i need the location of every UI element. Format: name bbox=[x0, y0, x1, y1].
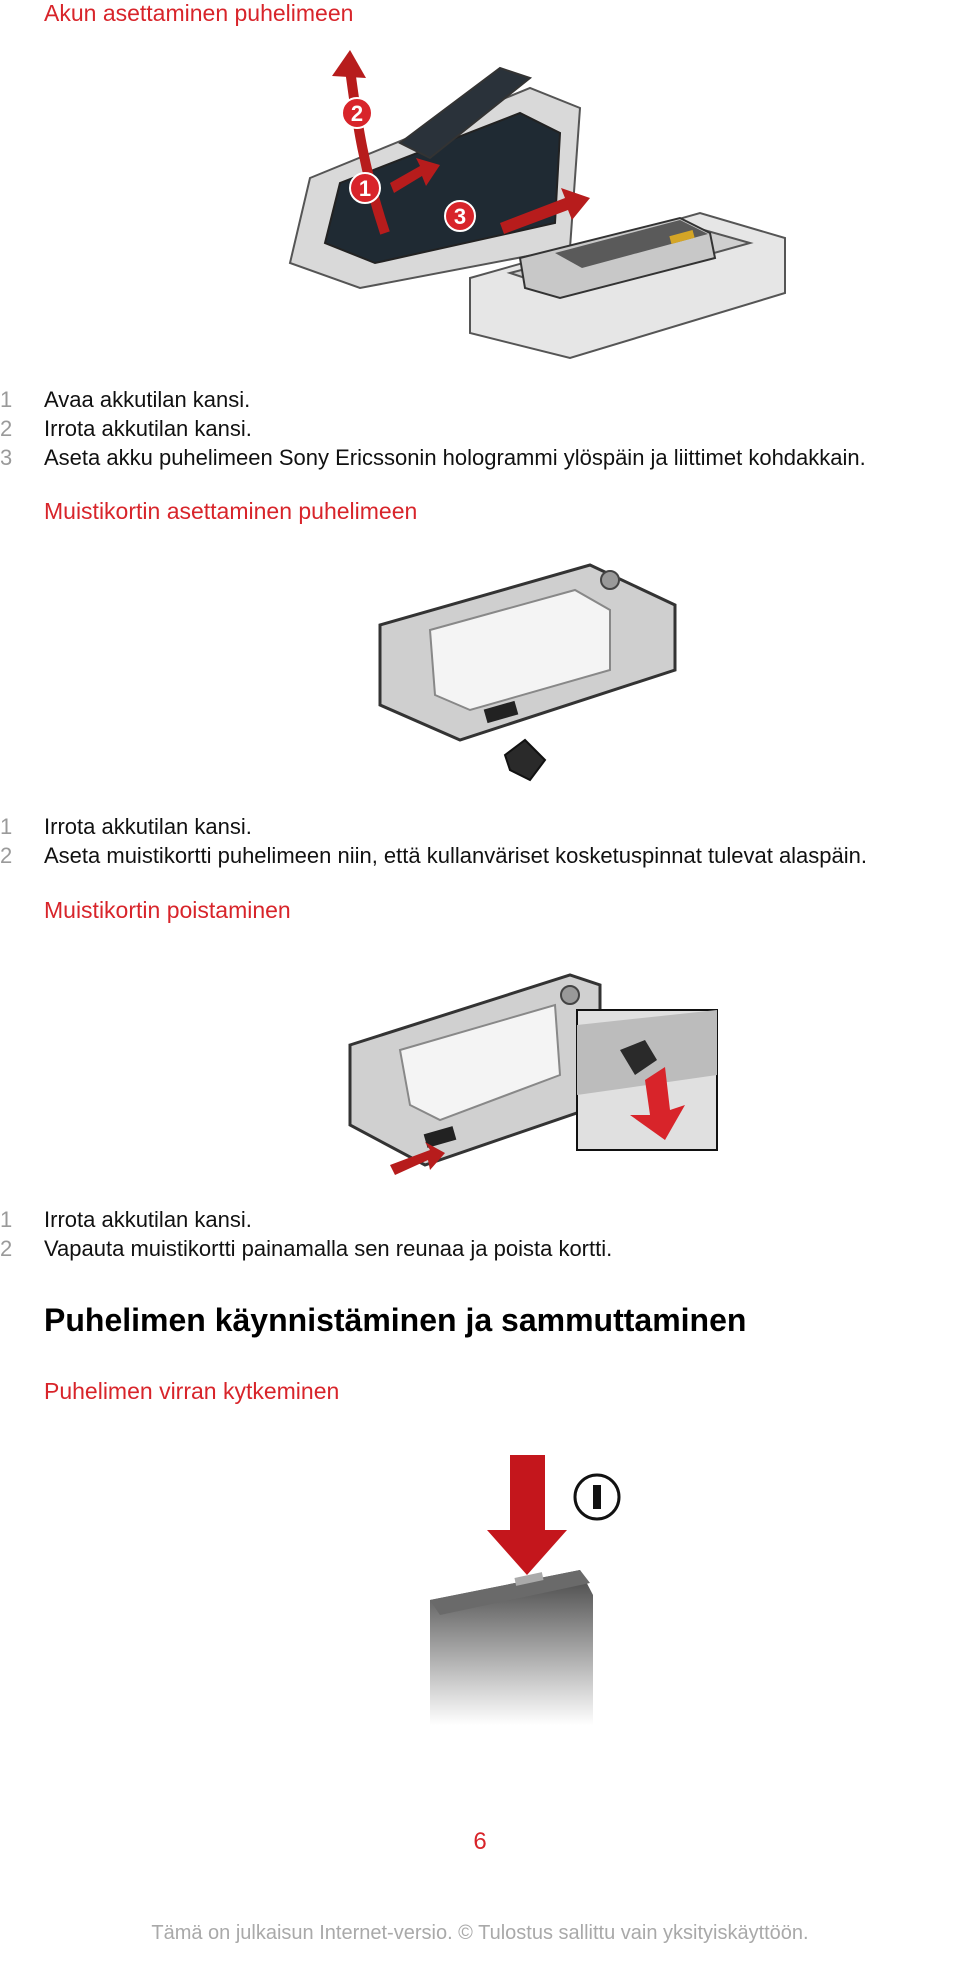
page-number: 6 bbox=[473, 1828, 487, 1855]
step-number: 3 bbox=[0, 445, 13, 470]
card-insert-steps bbox=[0, 812, 867, 870]
footer-notice: Tämä on julkaisun Internet-versio. © Tulostus sallittu vain yksityiskäyttöön. bbox=[151, 1922, 809, 1944]
step-text: Irrota akkutilan kansi. bbox=[44, 814, 252, 839]
list-item bbox=[0, 1205, 612, 1234]
power-illustration bbox=[425, 1455, 635, 1725]
power-main-title: Puhelimen käynnistäminen ja sammuttaminen bbox=[44, 1302, 747, 1338]
svg-text:1: 1 bbox=[358, 176, 372, 201]
step-text: Vapauta muistikortti painamalla sen reunaa ja poista kortti. bbox=[44, 1236, 613, 1261]
step-number: 2 bbox=[0, 1236, 13, 1261]
badge-3 bbox=[445, 201, 475, 231]
list-item bbox=[0, 443, 866, 472]
battery-section-title: Akun asettaminen puhelimeen bbox=[44, 0, 354, 26]
memory-card bbox=[505, 740, 545, 780]
step-number: 2 bbox=[0, 416, 13, 441]
card-remove-section-title: Muistikortin poistaminen bbox=[44, 897, 291, 923]
battery-steps bbox=[0, 385, 866, 472]
step-text: Aseta akku puhelimeen Sony Ericssonin hologrammi ylöspäin ja liittimet kohdakkain. bbox=[44, 445, 866, 470]
card-remove-illustration bbox=[345, 955, 725, 1180]
card-remove-steps bbox=[0, 1205, 612, 1263]
step-number: 1 bbox=[0, 1207, 13, 1232]
lift-arrow-head bbox=[332, 50, 366, 78]
card-insert-illustration bbox=[375, 555, 695, 795]
badge-1 bbox=[350, 173, 380, 203]
svg-text:2: 2 bbox=[350, 101, 364, 126]
step-text: Irrota akkutilan kansi. bbox=[44, 416, 252, 441]
step-number: 1 bbox=[0, 814, 13, 839]
svg-text:3: 3 bbox=[453, 204, 467, 229]
power-section-title: Puhelimen virran kytkeminen bbox=[44, 1378, 340, 1404]
power-icon-bar bbox=[593, 1485, 601, 1509]
step-text: Avaa akkutilan kansi. bbox=[44, 387, 251, 412]
camera-lens bbox=[561, 986, 579, 1004]
list-item bbox=[0, 841, 867, 870]
step-text: Aseta muistikortti puhelimeen niin, että kullanväriset kosketuspinnat tulevat alaspäin. bbox=[44, 843, 868, 868]
step-number: 2 bbox=[0, 843, 13, 868]
list-item bbox=[0, 414, 866, 443]
list-item bbox=[0, 812, 867, 841]
list-item bbox=[0, 385, 866, 414]
list-item bbox=[0, 1234, 612, 1263]
badge-2 bbox=[342, 98, 372, 128]
press-arrow bbox=[487, 1455, 567, 1575]
camera-lens bbox=[601, 571, 619, 589]
battery-illustration bbox=[270, 48, 790, 368]
card-insert-section-title: Muistikortin asettaminen puhelimeen bbox=[44, 498, 418, 524]
step-number: 1 bbox=[0, 387, 13, 412]
step-text: Irrota akkutilan kansi. bbox=[44, 1207, 252, 1232]
